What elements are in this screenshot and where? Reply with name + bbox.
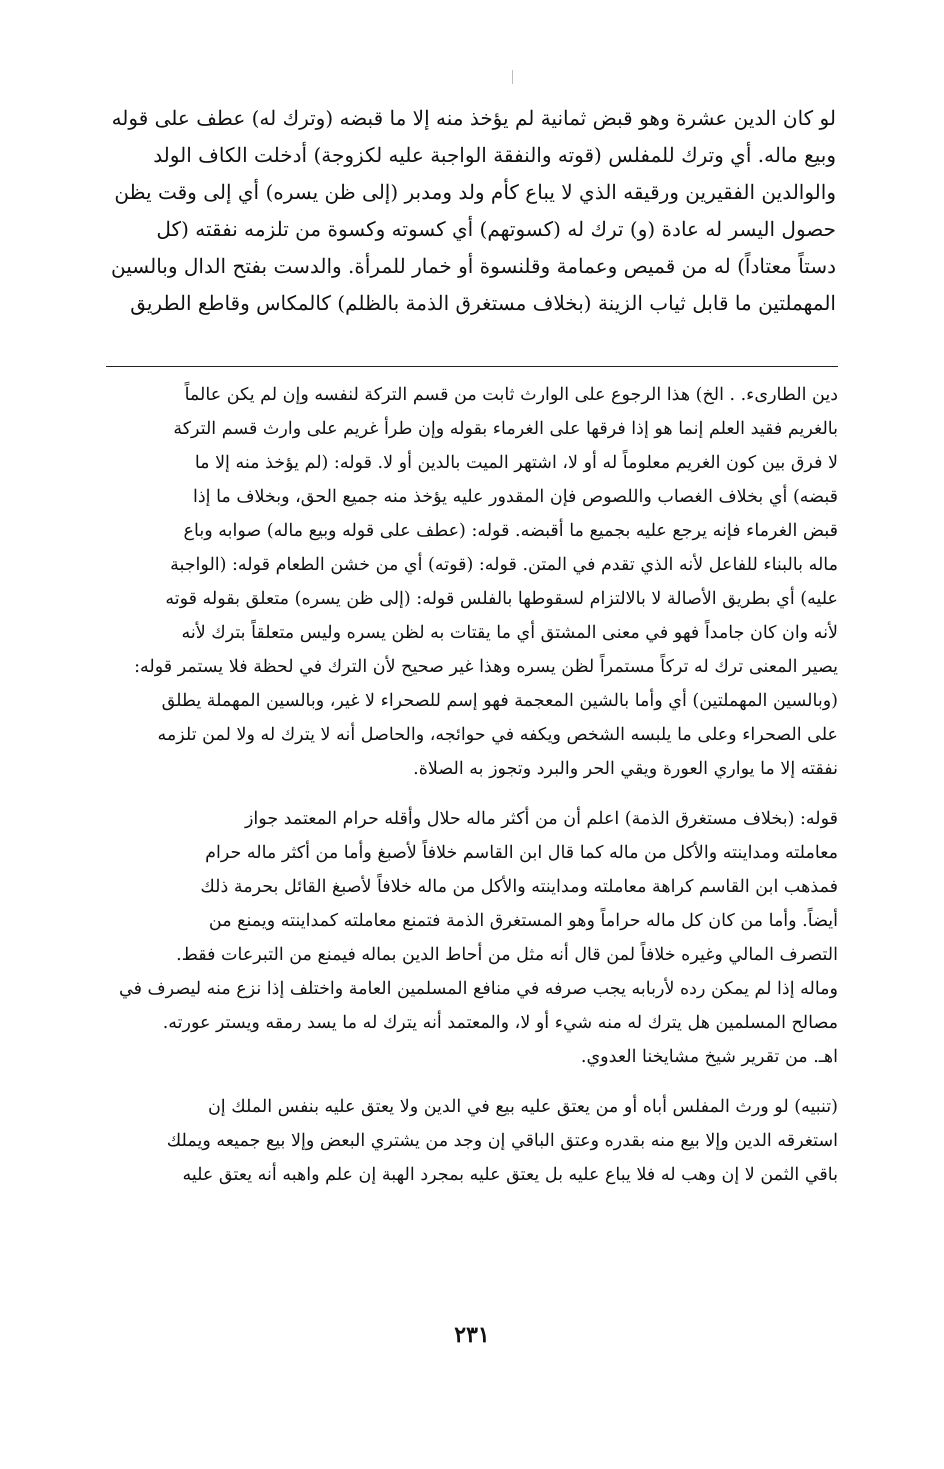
commentary-paragraph — [106, 378, 838, 786]
commentary-line: أيضاً. وأما من كان كل ماله حراماً وهو المستغرق الذمة فتمنع معاملته كمداينته ويمنع من — [208, 911, 838, 931]
main-line: لو كان الدين عشرة وهو قبض ثمانية لم يؤخذ منه إلا ما قبضه (وترك له) عطف على قوله — [111, 106, 836, 130]
commentary-line: يصير المعنى ترك له تركاً مستمراً لظن يسره وهذا غير صحيح لأن الترك في لحظة فلا يستمر قوله: — [134, 657, 838, 677]
main-line: دستاً معتاداً) له من قميص وعمامة وقلنسوة أو خمار للمرأة. والدست بفتح الدال وبالسين — [111, 254, 836, 278]
commentary-line: باقي الثمن لا إن وهب له فلا يباع عليه بل يعتق عليه بمجرد الهبة إن علم واهبه أنه يعتق عليه — [182, 1165, 838, 1185]
commentary-line: قبضه) أي بخلاف الغصاب واللصوص فإن المقدور عليه يؤخذ منه جميع الحق، وبخلاف ما إذا — [193, 487, 838, 507]
scan-mark — [512, 70, 513, 84]
commentary-line: فمذهب ابن القاسم كراهة معاملته ومداينته والأكل من ماله خلافاً لأصبغ القائل بحرمة ذلك — [200, 877, 838, 897]
commentary-line: قوله: (بخلاف مستغرق الذمة) اعلم أن من أكثر ماله حلال وأقله حرام المعتمد جواز — [244, 809, 838, 829]
commentary-line: (تنبيه) لو ورث المفلس أباه أو من يعتق عليه بيع في الدين ولا يعتق عليه بنفس الملك إن — [207, 1097, 838, 1117]
paragraph-gap — [106, 786, 838, 802]
main-line: حصول اليسر له عادة (و) ترك له (كسوتهم) أي كسوته وكسوة من تلزمه نفقته (كل — [156, 217, 836, 241]
commentary-paragraph — [106, 802, 838, 1074]
commentary-line: قبض الغرماء فإنه يرجع عليه بجميع ما أقبضه. قوله: (عطف على قوله وبيع ماله) صوابه وباع — [183, 521, 838, 541]
commentary-line: على الصحراء وعلى ما يلبسه الشخص ويكفه في حوائجه، والحاصل أنه لا يترك له ولا لمن تلزمه — [157, 725, 838, 745]
commentary-line: بالغريم فقيد العلم إنما هو إذا فرقها على الغرماء بقوله وإن طرأ غريم على وارث قسم التركة — [173, 419, 838, 439]
commentary-line: نفقته إلا ما يواري العورة ويقي الحر والبرد وتجوز به الصلاة. — [413, 759, 838, 779]
paragraph-gap — [106, 1074, 838, 1090]
commentary-block — [106, 378, 838, 1192]
commentary-line: اهـ. من تقرير شيخ مشايخنا العدوي. — [580, 1047, 838, 1067]
commentary-line: معاملته ومداينته والأكل من ماله كما قال ابن القاسم خلافاً لأصبغ وأما من أكثر ماله حرام — [205, 843, 838, 863]
commentary-line: لا فرق بين كون الغريم معلوماً له أو لا، اشتهر الميت بالدين أو لا. قوله: (لم يؤخذ منه إلا ما — [194, 453, 838, 473]
page-number: ٢٣١ — [454, 1322, 490, 1348]
commentary-line: مصالح المسلمين هل يترك له منه شيء أو لا، والمعتمد أنه يترك له ما يسد رمقه ويستر عورته. — [162, 1013, 838, 1033]
commentary-line: (وبالسين المهملتين) أي وأما بالشين المعجمة فهو إسم للصحراء لا غير، وبالسين المهملة يطلق — [161, 691, 838, 711]
commentary-line: وماله إذا لم يمكن رده لأربابه يجب صرفه في منافع المسلمين العامة واختلف إذا نزع منه ليصرف في — [119, 979, 838, 999]
commentary-paragraph — [106, 1090, 838, 1192]
commentary-line: التصرف المالي وغيره خلافاً لمن قال أنه مثل من أحاط الدين بماله فيمنع من التبرعات فقط. — [176, 945, 838, 965]
main-line: وبيع ماله. أي وترك للمفلس (قوته والنفقة الواجبة عليه لكزوجة) أدخلت الكاف الولد — [153, 143, 836, 167]
main-line: المهملتين ما قابل ثياب الزينة (بخلاف مستغرق الذمة بالظلم) كالمكاس وقاطع الطريق — [130, 291, 836, 315]
commentary-line: دين الطارىء. . الخ) هذا الرجوع على الوارث ثابت من قسم التركة لنفسه وإن لم يكن عالماً — [184, 385, 838, 405]
commentary-line: عليه) أي بطريق الأصالة لا بالالتزام لسقوطها بالفلس قوله: (إلى ظن يسره) متعلق بقوله قوته — [165, 589, 838, 609]
footnote-divider — [106, 366, 838, 367]
main-text-block — [108, 100, 836, 322]
commentary-line: استغرقه الدين وإلا بيع منه بقدره وعتق الباقي إن وجد من يشتري البعض وإلا بيع جميعه ويملك — [166, 1131, 838, 1151]
commentary-line: لأنه وان كان جامداً فهو في معنى المشتق أي ما يقتات به لظن يسره وليس متعلقاً بترك لأنه — [181, 623, 838, 643]
commentary-line: ماله بالبناء للفاعل لأنه الذي تقدم في المتن. قوله: (قوته) أي من خشن الطعام قوله: (الواجبة — [170, 555, 838, 575]
main-line: والوالدين الفقيرين ورقيقه الذي لا يباع كأم ولد ومدبر (إلى ظن يسره) أي إلى وقت يظن — [114, 180, 836, 204]
